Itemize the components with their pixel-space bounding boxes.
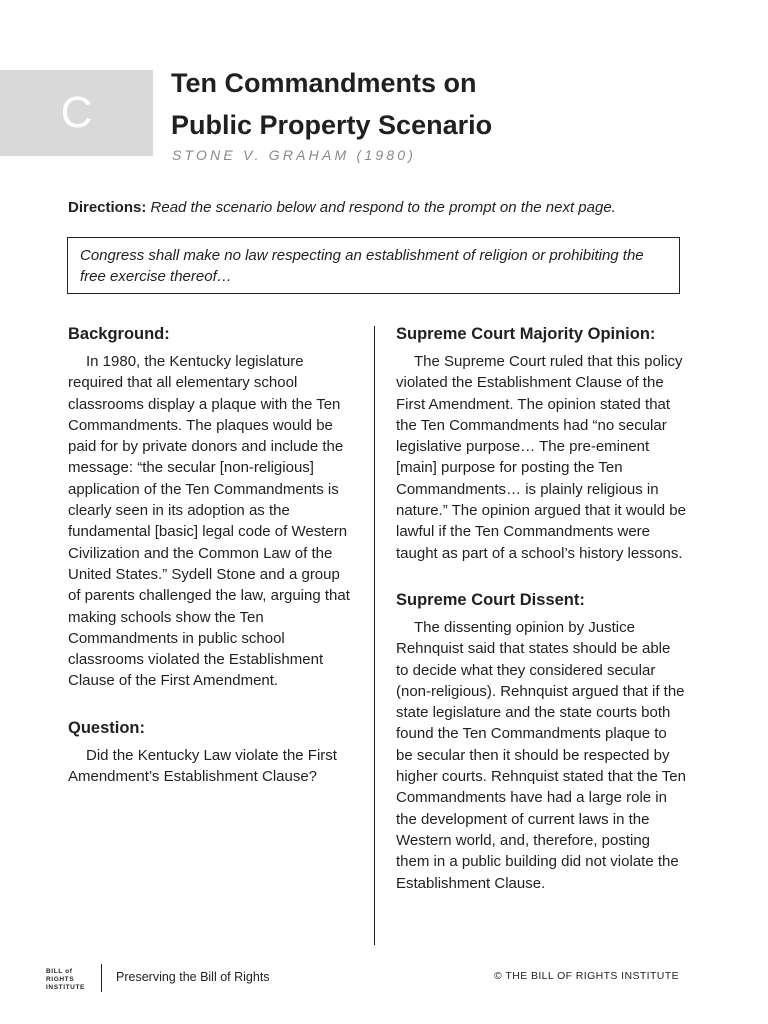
dissent-text: The dissenting opinion by Justice Rehnquist said that states should be able to decide what they considered secular (non-religious). Rehnquist argued that if the state legislature and the state courts both found the Ten Commandments plaque to be secular then it should be respected by higher courts. Rehnquist stated that the Ten Commandments have had a large role in the development of current laws in the Western world, and, therefore, posting them in a public building did not violate the Establishment Clause. [396, 618, 686, 892]
first-amendment-quote: Congress shall make no law respecting an establishment of religion or prohibiting the free exercise thereof… [67, 237, 680, 294]
page-title [171, 62, 492, 146]
directions [68, 197, 708, 218]
logo-line-1: BILL of RIGHTS [46, 968, 75, 983]
majority-heading: Supreme Court Majority Opinion: [396, 325, 656, 343]
footer-divider [101, 964, 102, 992]
background-heading: Background: [68, 325, 170, 343]
left-column [68, 322, 350, 787]
column-divider [374, 326, 375, 945]
logo-line-2: INSTITUTE [46, 984, 85, 991]
dissent-heading: Supreme Court Dissent: [396, 590, 585, 609]
question-text: Did the Kentucky Law violate the First Amendment’s Establishment Clause? [68, 746, 337, 786]
directions-label: Directions: [68, 199, 147, 216]
directions-text: Read the scenario below and respond to the prompt on the next page. [150, 199, 616, 216]
section-letter: C [60, 88, 93, 137]
title-line-2: Public Property Scenario [171, 110, 493, 140]
majority-text: The Supreme Court ruled that this policy violated the Establishment Clause of the First Amendment. The opinion stated that the Ten Commandments had “no secular legislative purpose… The pre-eminent [main] purpose for posting the Ten Commandments… is plainly religious in nature.” The opinion argued that it would be lawful if the Ten Commandments were taught as part of a school’s history lessons. [396, 353, 686, 562]
title-line-1: Ten Commandments on [171, 68, 477, 98]
case-name: STONE V. GRAHAM (1980) [172, 147, 417, 163]
bill-of-rights-logo [46, 968, 90, 991]
footer-tagline: Preserving the Bill of Rights [116, 970, 270, 984]
section-letter-box [0, 70, 153, 156]
footer-copyright: © THE BILL OF RIGHTS INSTITUTE [494, 970, 679, 982]
right-column [396, 322, 686, 894]
background-text: In 1980, the Kentucky legislature required that all elementary school classrooms display a plaque with the Ten Commandments. The plaques would be paid for by private donors and include the message: “the secular [non-religious] application of the Ten Commandments is clearly seen in its adoption as the fundamental [basic] legal code of Western Civilization and the Common Law of the United States.” Sydell Stone and a group of parents challenged the law, arguing that making schools show the Ten Commandments in public school classrooms violated the Establishment Clause of the First Amendment. [68, 353, 350, 690]
question-heading: Question: [68, 718, 145, 737]
